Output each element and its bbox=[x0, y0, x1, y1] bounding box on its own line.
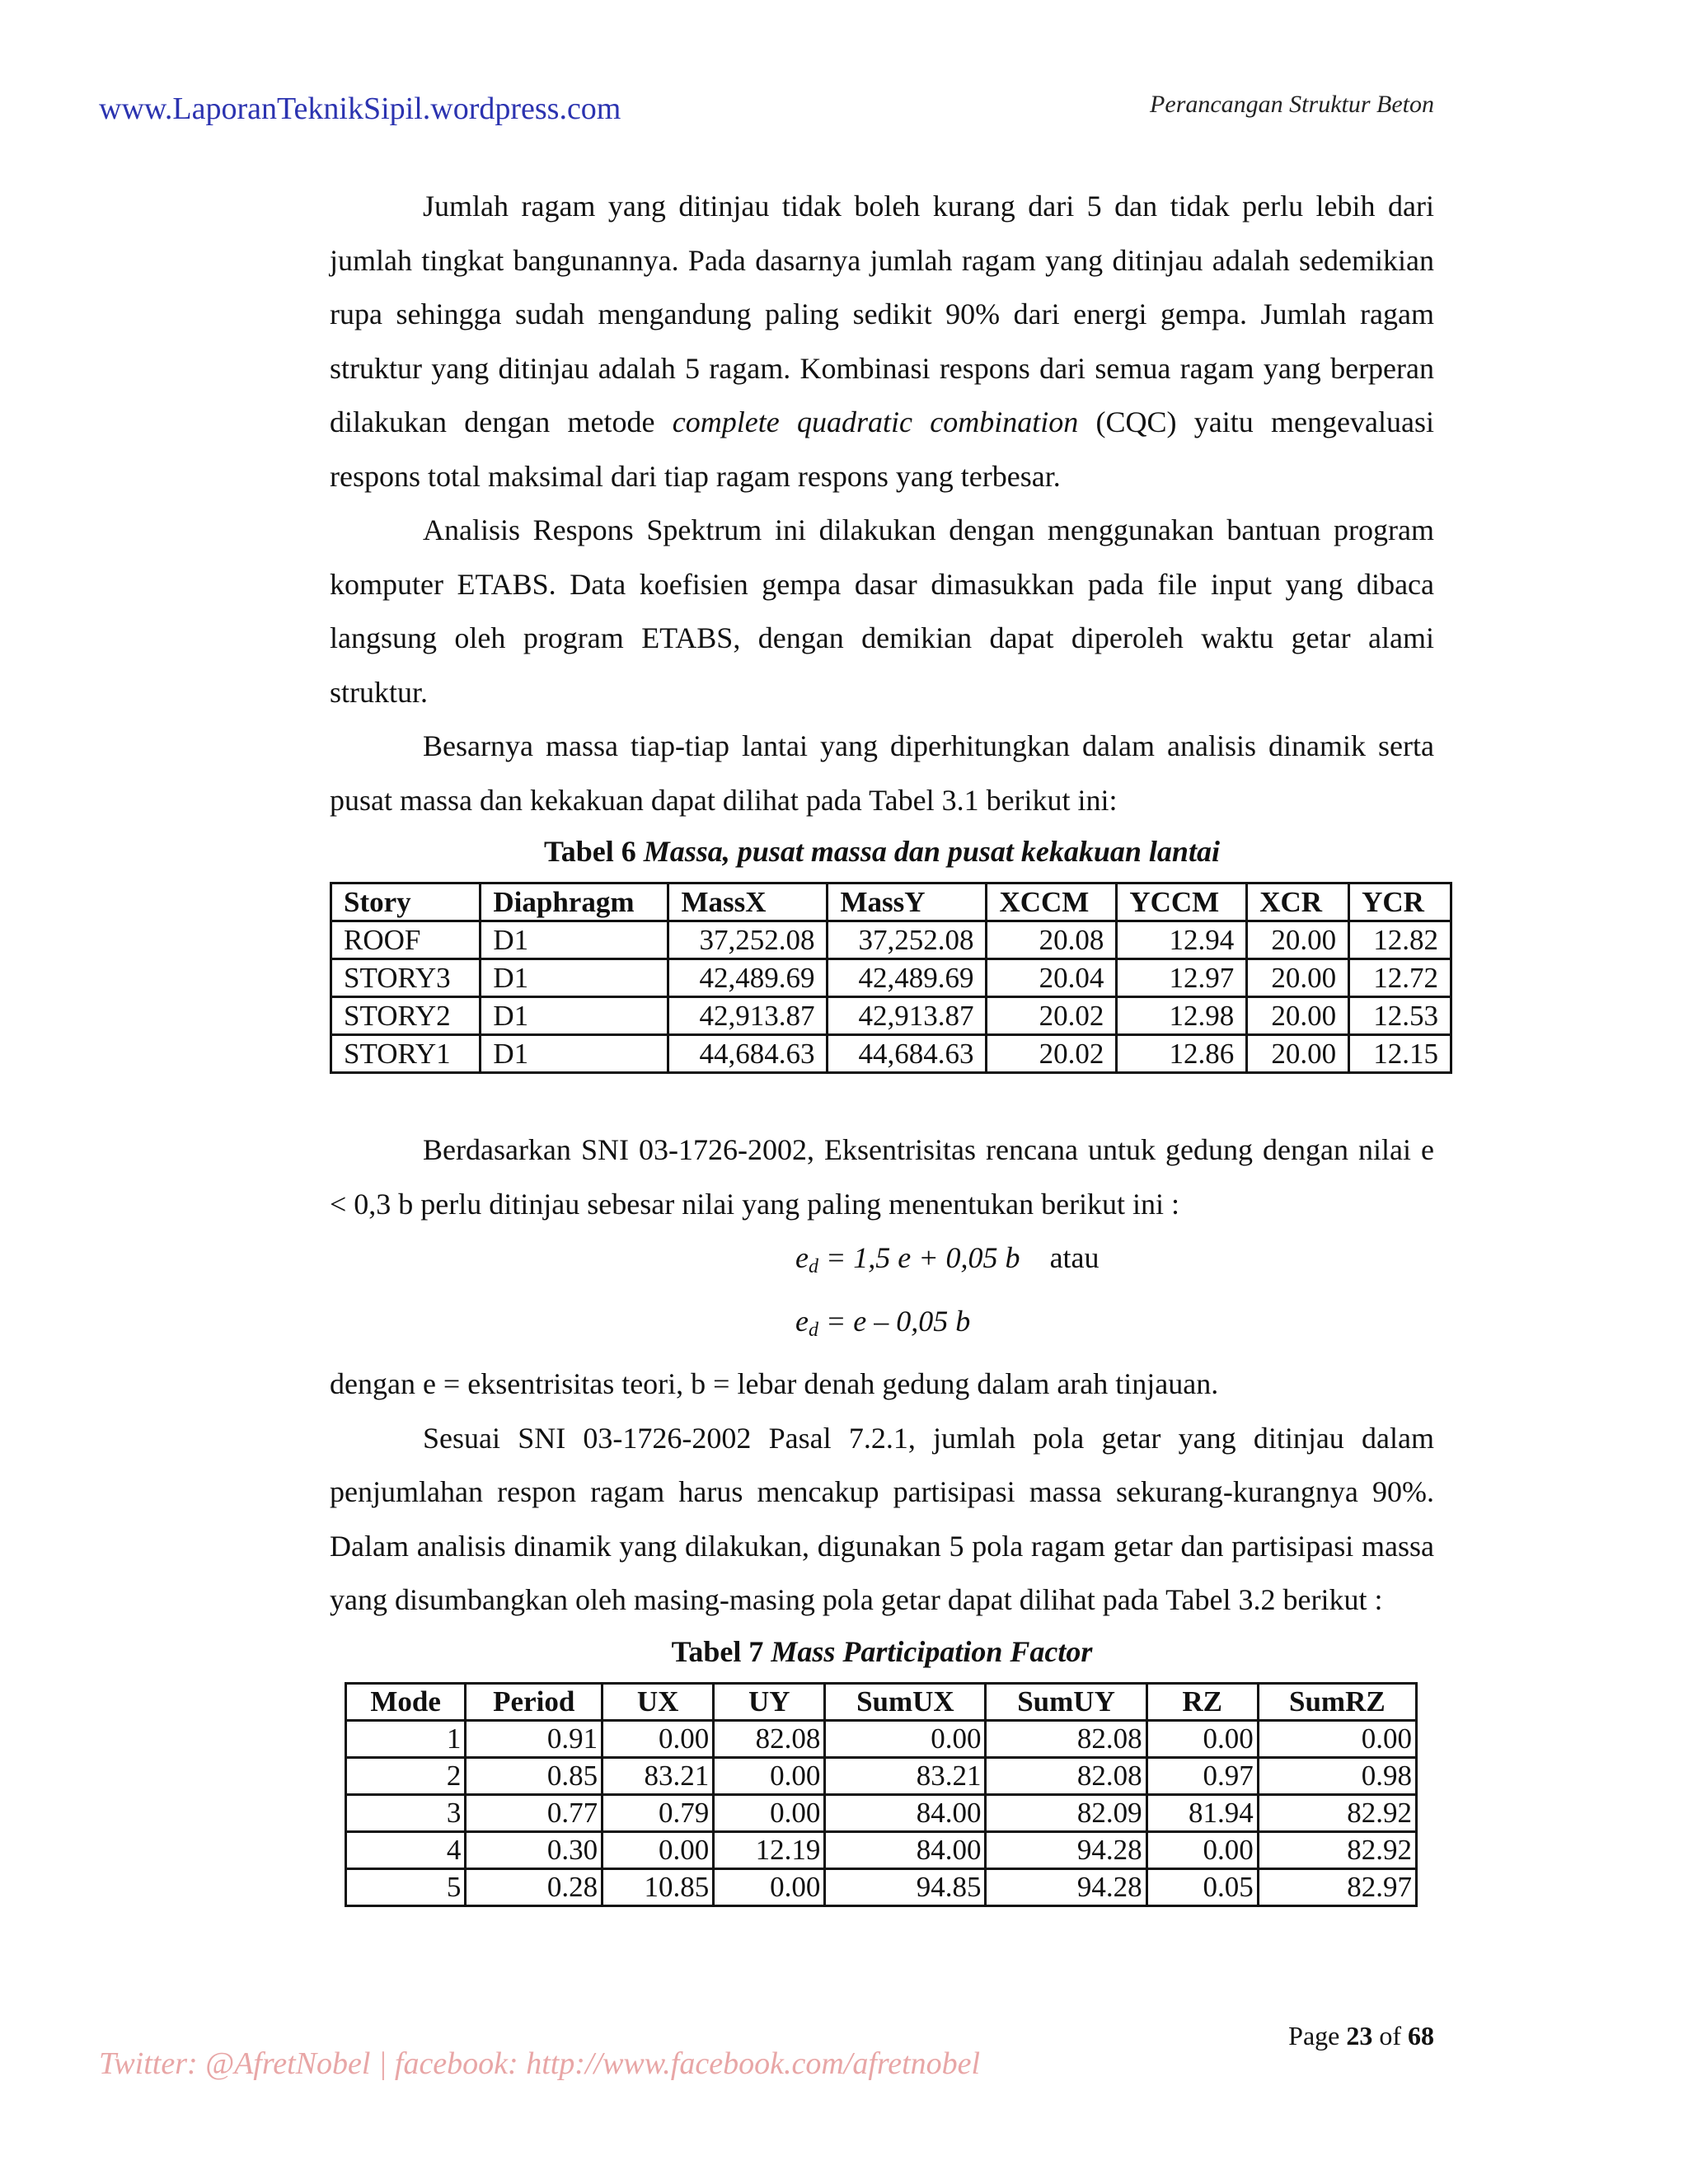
formula-2 bbox=[330, 1295, 1434, 1358]
paragraph-6: Sesuai SNI 03-1726-2002 Pasal 7.2.1, jumlah pola getar yang ditinjau dalam penjumlahan respon ragam harus mencakup partisipasi massa sekurang-kurangnya 90%. Dalam analisis dinamik yang dilakukan, digunakan 5 pola ragam getar dan partisipasi massa yang disumbangkan oleh masing-masing pola getar dapat dilihat pada Tabel 3.2 berikut : bbox=[330, 1421, 1434, 1616]
table7-caption bbox=[330, 1631, 1434, 1672]
table-cell: 0.00 bbox=[1146, 1720, 1258, 1757]
table-cell: 20.00 bbox=[1247, 997, 1349, 1035]
table-row bbox=[346, 1720, 1417, 1757]
paragraph-1-text-b: (CQC) yaitu mengevaluasi respons total maksimal dari tiap ragam respons yang terbesar. bbox=[330, 405, 1434, 493]
document-title: Perancangan Struktur Beton bbox=[1150, 91, 1434, 118]
table7-header-row bbox=[346, 1683, 1417, 1720]
paragraph-1-italic: complete quadratic combination bbox=[672, 405, 1079, 438]
formula-2-lhs: e bbox=[795, 1304, 809, 1338]
paragraph-1 bbox=[330, 180, 1434, 504]
paragraph-2: Analisis Respons Spektrum ini dilakukan dengan menggunakan bantuan program komputer ETABS. Data koefisien gempa dasar dimasukkan pada file input yang dibaca langsung oleh program ETABS, dengan demikian dapat diperoleh waktu getar alami struktur. bbox=[330, 513, 1434, 709]
formula-2-sub: d bbox=[808, 1319, 818, 1341]
formula-1-suffix: atau bbox=[1049, 1241, 1100, 1274]
table7-header-rz: RZ bbox=[1146, 1683, 1258, 1720]
table-cell: 42,913.87 bbox=[828, 997, 987, 1035]
table-cell: 37,252.08 bbox=[668, 921, 828, 959]
table-cell: 3 bbox=[346, 1794, 466, 1831]
table-cell: 12.86 bbox=[1117, 1035, 1247, 1073]
table-mass-participation bbox=[345, 1682, 1418, 1907]
table-row bbox=[331, 959, 1451, 997]
paragraph-5: dengan e = eksentrisitas teori, b = lebar denah gedung dalam arah tinjauan. bbox=[330, 1367, 1219, 1400]
table-cell: 0.91 bbox=[466, 1720, 603, 1757]
table-cell: 12.53 bbox=[1349, 997, 1451, 1035]
table-row bbox=[331, 921, 1451, 959]
table-mass-center bbox=[330, 882, 1452, 1074]
table-cell: 82.92 bbox=[1258, 1831, 1416, 1868]
table-cell: 20.02 bbox=[987, 1035, 1117, 1073]
page-current: 23 bbox=[1346, 2021, 1373, 2050]
table-cell: 12.19 bbox=[714, 1831, 825, 1868]
table-cell: 0.00 bbox=[714, 1757, 825, 1794]
page-content bbox=[330, 180, 1438, 1907]
table-cell: 0.00 bbox=[714, 1794, 825, 1831]
table-cell: STORY3 bbox=[331, 959, 481, 997]
table6-header-diaphragm: Diaphragm bbox=[481, 883, 668, 921]
table6-header-massx: MassX bbox=[668, 883, 828, 921]
table-cell: 42,913.87 bbox=[668, 997, 828, 1035]
table-cell: 20.00 bbox=[1247, 921, 1349, 959]
table-cell: D1 bbox=[481, 997, 668, 1035]
paragraph-3: Besarnya massa tiap-tiap lantai yang diperhitungkan dalam analisis dinamik serta pusat massa dan kekakuan dapat dilihat pada Tabel 3.1 berikut ini: bbox=[330, 729, 1434, 817]
table-cell: 0.98 bbox=[1258, 1757, 1416, 1794]
table-cell: 0.05 bbox=[1146, 1868, 1258, 1905]
table-cell: STORY1 bbox=[331, 1035, 481, 1073]
formula-1-rhs: = 1,5 e + 0,05 b bbox=[818, 1241, 1020, 1274]
table-row bbox=[331, 997, 1451, 1035]
table-cell: 0.30 bbox=[466, 1831, 603, 1868]
table-cell: 5 bbox=[346, 1868, 466, 1905]
table-cell: 12.98 bbox=[1117, 997, 1247, 1035]
table-cell: 20.00 bbox=[1247, 1035, 1349, 1073]
table-cell: 0.00 bbox=[714, 1868, 825, 1905]
table-cell: ROOF bbox=[331, 921, 481, 959]
table-cell: 12.72 bbox=[1349, 959, 1451, 997]
table-cell: 20.04 bbox=[987, 959, 1117, 997]
table7-header-uy: UY bbox=[714, 1683, 825, 1720]
table-cell: 10.85 bbox=[603, 1868, 714, 1905]
table-row bbox=[331, 1035, 1451, 1073]
formula-1 bbox=[330, 1231, 1434, 1295]
table-cell: 20.00 bbox=[1247, 959, 1349, 997]
table-cell: D1 bbox=[481, 959, 668, 997]
table-cell: 0.00 bbox=[1146, 1831, 1258, 1868]
page-number bbox=[1288, 2021, 1434, 2051]
paragraph-4: Berdasarkan SNI 03-1726-2002, Eksentrisitas rencana untuk gedung dengan nilai e < 0,3 b perlu ditinjau sebesar nilai yang paling menentukan berikut ini : bbox=[330, 1133, 1434, 1221]
table-cell: 12.94 bbox=[1117, 921, 1247, 959]
page-total: 68 bbox=[1408, 2021, 1434, 2050]
formula-1-sub: d bbox=[808, 1256, 818, 1277]
table-cell: 0.00 bbox=[825, 1720, 986, 1757]
table-cell: 0.00 bbox=[1258, 1720, 1416, 1757]
table-cell: 84.00 bbox=[825, 1831, 986, 1868]
table-cell: 0.85 bbox=[466, 1757, 603, 1794]
table7-caption-label: Tabel 7 bbox=[671, 1634, 764, 1668]
table-cell: 94.85 bbox=[825, 1868, 986, 1905]
table-row bbox=[346, 1868, 1417, 1905]
table6-header-story: Story bbox=[331, 883, 481, 921]
website-link[interactable]: www.LaporanTeknikSipil.wordpress.com bbox=[99, 91, 621, 126]
table-cell: 42,489.69 bbox=[668, 959, 828, 997]
table-cell: D1 bbox=[481, 921, 668, 959]
table-cell: 44,684.63 bbox=[668, 1035, 828, 1073]
table-cell: 82.08 bbox=[714, 1720, 825, 1757]
table-row bbox=[346, 1831, 1417, 1868]
table-cell: 82.08 bbox=[986, 1757, 1146, 1794]
formula-1-lhs: e bbox=[795, 1241, 809, 1274]
table6-header-row bbox=[331, 883, 1451, 921]
table7-header-mode: Mode bbox=[346, 1683, 466, 1720]
table-cell: STORY2 bbox=[331, 997, 481, 1035]
table-row bbox=[346, 1757, 1417, 1794]
table7-header-sumux: SumUX bbox=[825, 1683, 986, 1720]
table-row bbox=[346, 1794, 1417, 1831]
table6-caption bbox=[330, 831, 1434, 872]
table6-header-ycr: YCR bbox=[1349, 883, 1451, 921]
table-cell: 12.97 bbox=[1117, 959, 1247, 997]
table-cell: 83.21 bbox=[825, 1757, 986, 1794]
table-cell: 0.28 bbox=[466, 1868, 603, 1905]
table-cell: 0.97 bbox=[1146, 1757, 1258, 1794]
table-cell: D1 bbox=[481, 1035, 668, 1073]
table6-header-xccm: XCCM bbox=[987, 883, 1117, 921]
table7-header-ux: UX bbox=[603, 1683, 714, 1720]
table-cell: 94.28 bbox=[986, 1831, 1146, 1868]
table-cell: 0.77 bbox=[466, 1794, 603, 1831]
table-cell: 20.02 bbox=[987, 997, 1117, 1035]
table-cell: 1 bbox=[346, 1720, 466, 1757]
table-cell: 81.94 bbox=[1146, 1794, 1258, 1831]
table-cell: 94.28 bbox=[986, 1868, 1146, 1905]
table-cell: 83.21 bbox=[603, 1757, 714, 1794]
table-cell: 12.82 bbox=[1349, 921, 1451, 959]
table-cell: 82.09 bbox=[986, 1794, 1146, 1831]
table-cell: 82.92 bbox=[1258, 1794, 1416, 1831]
table-cell: 12.15 bbox=[1349, 1035, 1451, 1073]
table-cell: 0.00 bbox=[603, 1831, 714, 1868]
table-cell: 42,489.69 bbox=[828, 959, 987, 997]
table7-caption-title: Mass Participation Factor bbox=[771, 1634, 1093, 1668]
table6-header-yccm: YCCM bbox=[1117, 883, 1247, 921]
table-cell: 20.08 bbox=[987, 921, 1117, 959]
page-of: of bbox=[1379, 2021, 1401, 2050]
social-links[interactable]: Twitter: @AfretNobel | facebook: http://www.facebook.com/afretnobel bbox=[99, 2046, 981, 2081]
table6-header-xcr: XCR bbox=[1247, 883, 1349, 921]
table6-caption-label: Tabel 6 bbox=[544, 835, 636, 868]
table-cell: 82.08 bbox=[986, 1720, 1146, 1757]
table-cell: 37,252.08 bbox=[828, 921, 987, 959]
table7-header-period: Period bbox=[466, 1683, 603, 1720]
table6-header-massy: MassY bbox=[828, 883, 987, 921]
table-cell: 84.00 bbox=[825, 1794, 986, 1831]
page-label: Page bbox=[1288, 2021, 1340, 2050]
table-cell: 2 bbox=[346, 1757, 466, 1794]
table-cell: 0.79 bbox=[603, 1794, 714, 1831]
table-cell: 4 bbox=[346, 1831, 466, 1868]
table-cell: 0.00 bbox=[603, 1720, 714, 1757]
table6-caption-title: Massa, pusat massa dan pusat kekakuan lantai bbox=[643, 835, 1220, 868]
table-cell: 82.97 bbox=[1258, 1868, 1416, 1905]
table7-header-sumuy: SumUY bbox=[986, 1683, 1146, 1720]
table7-header-sumrz: SumRZ bbox=[1258, 1683, 1416, 1720]
formula-2-rhs: = e – 0,05 b bbox=[818, 1304, 971, 1338]
table-cell: 44,684.63 bbox=[828, 1035, 987, 1073]
paragraph-1-text-a: Jumlah ragam yang ditinjau tidak boleh kurang dari 5 dan tidak perlu lebih dari jumlah tingkat bangunannya. Pada dasarnya jumlah ragam yang ditinjau adalah sedemikian rupa sehingga sudah mengandung paling sedikit 90% dari energi gempa. Jumlah ragam struktur yang ditinjau adalah 5 ragam. Kombinasi respons dari semua ragam yang berperan dilakukan dengan metode bbox=[330, 190, 1434, 438]
